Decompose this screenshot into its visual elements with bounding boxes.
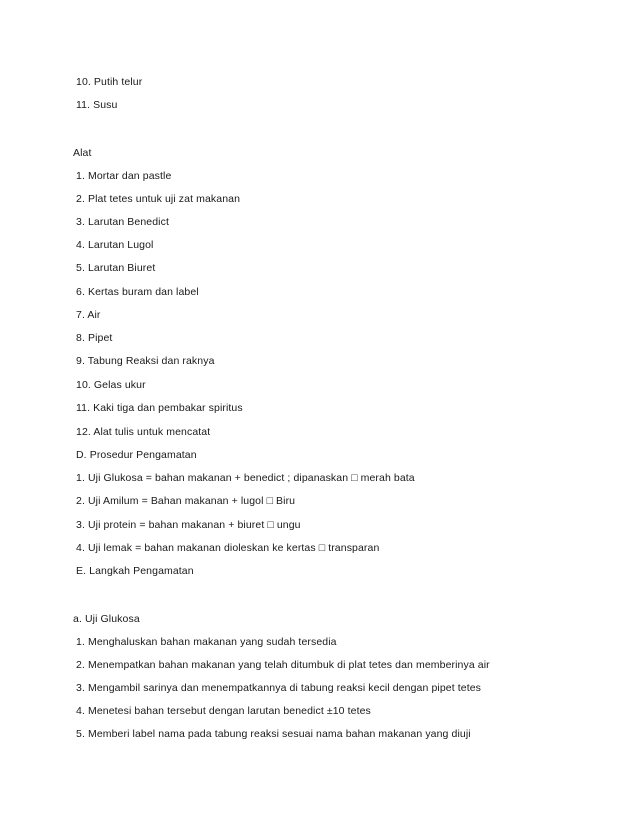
list-item: 3. Mengambil sarinya dan menempatkannya di tabung reaksi kecil dengan pipet tetes — [76, 682, 482, 694]
list-item: 3. Larutan Benedict — [76, 216, 169, 228]
section-heading-langkah: E. Langkah Pengamatan — [76, 565, 194, 577]
list-item: 8. Pipet — [76, 332, 113, 344]
list-item: 1. Uji Glukosa = bahan makanan + benedict ; dipanaskan □ merah bata — [76, 472, 415, 484]
list-item: 4. Menetesi bahan tersebut dengan larutan benedict ±10 tetes — [76, 705, 371, 717]
list-item: 3. Uji protein = bahan makanan + biuret □ ungu — [76, 519, 301, 531]
subsection-heading-uji-glukosa: a. Uji Glukosa — [73, 613, 140, 625]
list-item-putih-telur: 10. Putih telur — [76, 76, 143, 88]
list-item: 5. Memberi label nama pada tabung reaksi sesuai nama bahan makanan yang diuji — [76, 728, 471, 740]
list-item: 11. Kaki tiga dan pembakar spiritus — [76, 402, 243, 414]
list-item: 6. Kertas buram dan label — [76, 286, 199, 298]
list-item: 4. Uji lemak = bahan makanan dioleskan ke kertas □ transparan — [76, 542, 380, 554]
list-item: 2. Menempatkan bahan makanan yang telah ditumbuk di plat tetes dan memberinya air — [76, 659, 490, 671]
list-item: 10. Gelas ukur — [76, 379, 146, 391]
list-item: 2. Plat tetes untuk uji zat makanan — [76, 193, 241, 205]
section-heading-prosedur: D. Prosedur Pengamatan — [76, 449, 197, 461]
list-item: 5. Larutan Biuret — [76, 262, 156, 274]
list-item: 9. Tabung Reaksi dan raknya — [76, 355, 215, 367]
list-item: 1. Menghaluskan bahan makanan yang sudah tersedia — [76, 636, 337, 648]
list-item: 4. Larutan Lugol — [76, 239, 154, 251]
list-item: 7. Air — [76, 309, 101, 321]
list-item: 1. Mortar dan pastle — [76, 170, 172, 182]
section-heading-alat: Alat — [73, 147, 92, 159]
list-item: 2. Uji Amilum = Bahan makanan + lugol □ Biru — [76, 495, 296, 507]
list-item: 12. Alat tulis untuk mencatat — [76, 426, 211, 438]
list-item-susu: 11. Susu — [76, 99, 118, 111]
